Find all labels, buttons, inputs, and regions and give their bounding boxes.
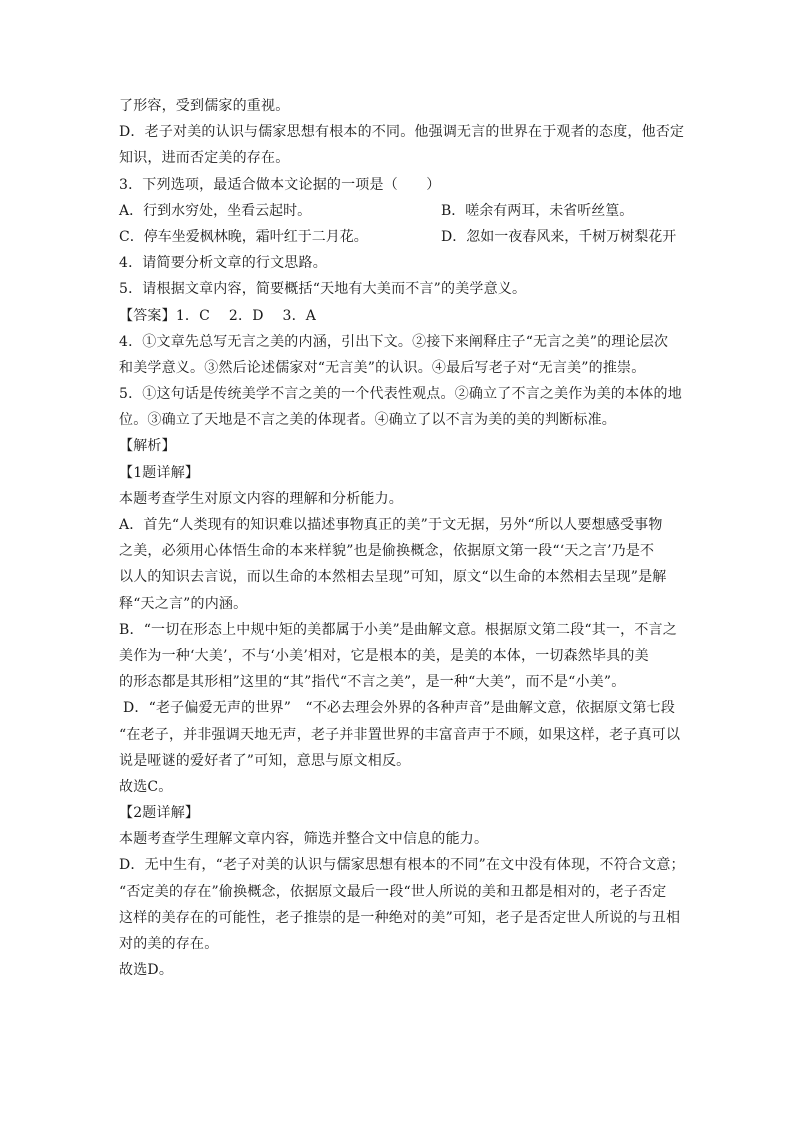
document-page (119, 93, 685, 983)
analysis-tag: 【解析】 (119, 438, 176, 455)
q1-detail-line: 本题考查学生对原文内容的理解和分析能力。 (119, 490, 403, 507)
q1-detail-line: 释“天之言”的内涵。 (119, 595, 248, 612)
question-3: 3．下列选项，最适合做本文论据的一项是（ ） (119, 176, 441, 193)
options-row-1 (119, 198, 679, 224)
q1-detail-line: A．首先“人类现有的知识难以描述事物真正的美”于文无据，另外“所以人要想感受事物 (119, 517, 663, 533)
q2-detail-line: 本题考查学生理解文章内容，筛选并整合文中信息的能力。 (119, 831, 489, 848)
text-line: D．老子对美的认识与儒家思想有根本的不同。他强调无言的世界在于观者的态度，他否定 (119, 124, 685, 141)
q2-detail-line: 这样的美存在的可能性，老子推崇的是一种绝对的美”可知，老子是否定世人所说的与丑相 (119, 909, 681, 926)
q1-conclusion: 故选C。 (119, 778, 173, 795)
option-a: A．行到水穷处，坐看云起时。 (119, 202, 312, 219)
question-4: 4．请简要分析文章的行文思路。 (119, 255, 327, 272)
q1-detail-line: 美作为一种‘大美’，不与‘小美’相对，它是根本的美，是美的本体，一切森然毕具的美 (119, 647, 649, 664)
question-5: 5．请根据文章内容，简要概括“天地有大美而不言”的美学意义。 (119, 281, 527, 298)
q2-detail-line: 对的美的存在。 (119, 936, 219, 952)
option-c: C．停车坐爱枫林晚，霜叶红于二月花。 (119, 228, 368, 245)
q1-detail-line: D．“老子偏爱无声的世界” “不必去理会外界的各种声音”是曲解文意，依据原文第七段 (123, 700, 676, 717)
answer-line (119, 303, 679, 329)
q1-detail-line: B．“一切在形态上中规中矩的美都属于小美”是曲解文意。根据原文第二段“其一，不言之 (119, 621, 677, 638)
answer-tag: 【答案】 (119, 307, 176, 324)
answer-line: 4．①文章先总写无言之美的内涵，引出下文。②接下来阐释庄子“无言之美”的理论层次 (119, 333, 669, 350)
text-line: 知识，进而否定美的存在。 (119, 150, 290, 167)
q1-detail-line: 说是哑谜的爱好者了”可知，意思与原文相反。 (119, 752, 411, 769)
answer-text: 1．C 2．D 3．A (175, 307, 317, 324)
q2-detail-line: D．无中生有，“老子对美的认识与儒家思想有根本的不同”在文中没有体现，不符合文意； (119, 857, 685, 874)
q2-detail-line: “否定美的存在”偷换概念，依据原文最后一段“世人所说的美和丑都是相对的，老子否定 (119, 883, 667, 900)
answer-line: 和美学意义。③然后论述儒家对“无言美”的认识。④最后写老子对“无言美”的推崇。 (119, 359, 646, 376)
q1-detail-line: “在老子，并非强调天地无声，老子并非置世界的丰富音声于不顾，如果这样，老子真可以 (119, 726, 681, 743)
q2-detail-tag: 【2题详解】 (119, 805, 200, 822)
text-line: 了形容，受到儒家的重视。 (119, 98, 290, 114)
options-row-2 (119, 224, 679, 250)
q1-detail-line: 之美，必须用心体悟生命的本来样貌”也是偷换概念，依据原文第一段“‘天之言’乃是不 (119, 543, 655, 560)
answer-line: 位。③确立了天地是不言之美的体现者。④确立了以不言为美的美的判断标准。 (119, 412, 616, 429)
answer-line: 5．①这句话是传统美学不言之美的一个代表性观点。②确立了不言之美作为美的本体的地 (119, 386, 682, 403)
q2-conclusion: 故选D。 (119, 962, 174, 979)
q1-detail-line: 以人的知识去言说，而以生命的本然相去呈现”可知，原文“以生命的本然相去呈现”是解 (119, 569, 667, 586)
option-b: B．嗟余有两耳，未省听丝篁。 (441, 202, 634, 219)
q1-detail-line: 的形态都是其形相”这里的“其”指代“不言之美”，是一种“大美”，而不是“小美”。 (119, 674, 626, 691)
option-d: D．忽如一夜春风来，千树万树梨花开 (441, 228, 677, 245)
q1-detail-tag: 【1题详解】 (119, 464, 200, 481)
